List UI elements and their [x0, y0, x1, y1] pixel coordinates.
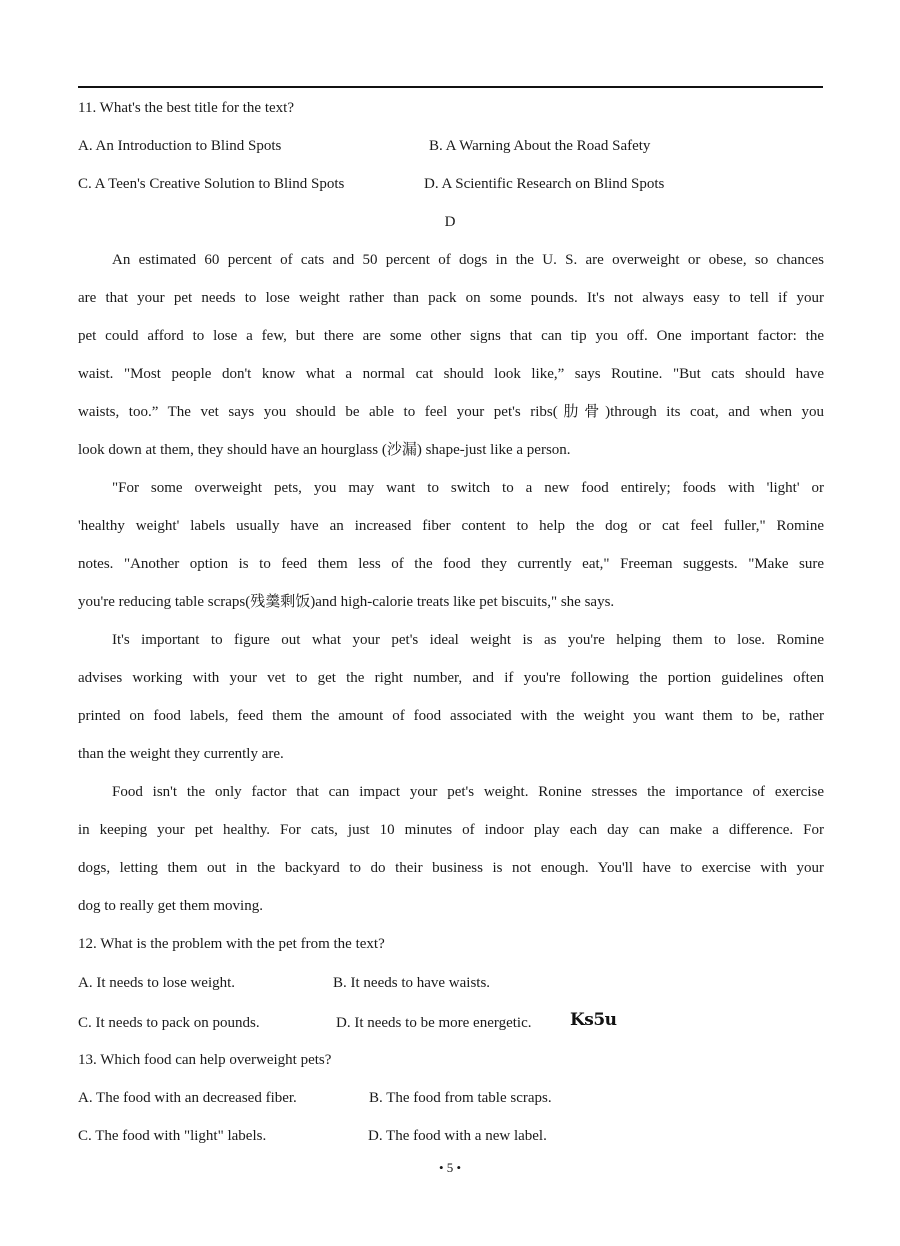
passage-p1-line: look down at them, they should have an hourglass (沙漏) shape-just like a person.: [78, 442, 571, 458]
section-label: D: [444, 214, 456, 230]
watermark-logo: Ks5u: [570, 1010, 617, 1030]
passage-p3-line: It's important to figure out what your pet's ideal weight is as you're helping them to lose. Romine: [112, 632, 824, 648]
q12-stem: 12. What is the problem with the pet from the text?: [78, 936, 385, 952]
q13-option-a: A. The food with an decreased fiber.: [78, 1090, 297, 1106]
q13-stem: 13. Which food can help overweight pets?: [78, 1052, 332, 1068]
passage-p1-line: are that your pet needs to lose weight rather than pack on some pounds. It's not always easy to tell if your: [78, 290, 824, 306]
q11-option-b: B. A Warning About the Road Safety: [429, 138, 651, 154]
passage-p4-line: dog to really get them moving.: [78, 898, 263, 914]
passage-p3-line: advises working with your vet to get the right number, and if you're following the portion guidelines often: [78, 670, 824, 686]
q12-option-c: C. It needs to pack on pounds.: [78, 1015, 260, 1031]
passage-p4-line: dogs, letting them out in the backyard to do their business is not enough. You'll have to exercise with your: [78, 860, 824, 876]
q13-option-c: C. The food with "light" labels.: [78, 1128, 267, 1144]
q13-option-b: B. The food from table scraps.: [369, 1090, 552, 1106]
passage-p1-line: waists, too.” The vet says you should be able to feel your pet's ribs(肋骨)through its coat, and when you: [78, 404, 824, 420]
page-number: • 5 •: [438, 1160, 462, 1175]
passage-p3-line: printed on food labels, feed them the amount of food associated with the weight you want them to be, rather: [78, 708, 824, 724]
passage-p1-line: waist. "Most people don't know what a normal cat should look like,” says Routine. "But cats should have: [78, 366, 824, 382]
passage-p3-line: than the weight they currently are.: [78, 746, 284, 762]
passage-p4-line: Food isn't the only factor that can impact your pet's weight. Ronine stresses the importance of exercise: [112, 784, 824, 800]
passage-p1-line: An estimated 60 percent of cats and 50 percent of dogs in the U. S. are overweight or obese, so chances: [112, 252, 824, 268]
q11-option-d: D. A Scientific Research on Blind Spots: [424, 176, 665, 192]
q12-option-d: D. It needs to be more energetic.: [336, 1015, 532, 1031]
header-rule: [78, 86, 823, 88]
q11-stem: 11. What's the best title for the text?: [78, 100, 294, 116]
passage-p2-line: "For some overweight pets, you may want to switch to a new food entirely; foods with 'light' or: [112, 480, 824, 496]
q11-option-a: A. An Introduction to Blind Spots: [78, 138, 282, 154]
q11-option-c: C. A Teen's Creative Solution to Blind Spots: [78, 176, 345, 192]
passage-p4-line: in keeping your pet healthy. For cats, just 10 minutes of indoor play each day can make a difference. For: [78, 822, 824, 838]
passage-p2-line: you're reducing table scraps(残羹剩饭)and high-calorie treats like pet biscuits," she says.: [78, 594, 615, 610]
q13-option-d: D. The food with a new label.: [368, 1128, 547, 1144]
passage-p2-line: notes. "Another option is to feed them less of the food they currently eat," Freeman suggests. "Make sure: [78, 556, 824, 572]
q12-option-b: B. It needs to have waists.: [333, 975, 491, 991]
passage-p1-line: pet could afford to lose a few, but there are some other signs that can tip you off. One important factor: the: [78, 328, 824, 344]
q12-option-a: A. It needs to lose weight.: [78, 975, 236, 991]
passage-p2-line: 'healthy weight' labels usually have an increased fiber content to help the dog or cat feel fuller," Romine: [78, 518, 824, 534]
